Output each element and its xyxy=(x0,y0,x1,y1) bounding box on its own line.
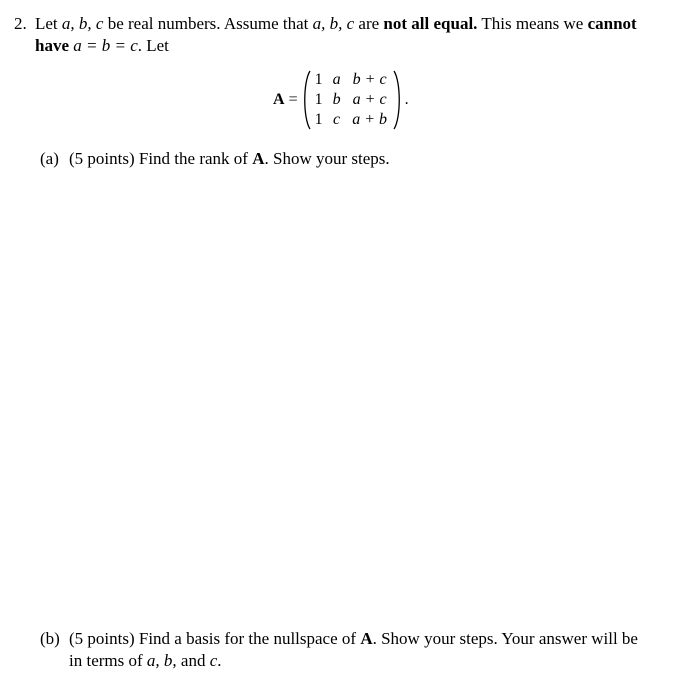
matrix-name: A xyxy=(273,91,285,108)
text-segment: and xyxy=(176,651,210,670)
math-variables: a, b, xyxy=(146,651,177,670)
problem-2 xyxy=(14,13,664,57)
matrix-cell: b xyxy=(332,91,341,108)
matrix-cell: 1 xyxy=(314,111,323,128)
matrix-period: . xyxy=(404,91,409,108)
part-b-line-2 xyxy=(40,650,670,672)
text-segment: . xyxy=(217,651,222,670)
left-paren-icon xyxy=(302,70,311,130)
text-segment: be real numbers. Assume that xyxy=(103,14,313,33)
matrix-cell: 1 xyxy=(314,71,323,88)
text-segment: . Show your steps. Your answer will be xyxy=(372,629,638,648)
math-equation: a = b = c xyxy=(69,36,138,55)
problem-number: 2. xyxy=(14,14,27,33)
equals-sign: = xyxy=(288,91,298,108)
problem-statement-line-2 xyxy=(14,35,664,57)
right-paren-icon xyxy=(393,70,402,130)
text-segment: . Let xyxy=(137,36,169,55)
matrix-cell: c xyxy=(333,111,341,128)
matrix-cell: a xyxy=(332,71,341,88)
matrix-cell: a + b xyxy=(352,111,387,128)
matrix-cell: a + c xyxy=(352,91,387,108)
matrix-ref: A xyxy=(252,149,265,168)
math-variables: a, b, c xyxy=(61,14,104,33)
problem-statement-line-1 xyxy=(14,13,664,35)
matrix-cell: b + c xyxy=(352,71,387,88)
text-segment: (5 points) Find a basis for the nullspace of xyxy=(69,629,361,648)
text-segment: This means we xyxy=(477,14,588,33)
matrix-ref: A xyxy=(360,629,373,648)
matrix-lhs xyxy=(273,89,298,111)
matrix-cell: 1 xyxy=(314,91,323,108)
text-segment: . Show your steps. xyxy=(264,149,390,168)
math-variable: c xyxy=(209,651,218,670)
part-b-label: (b) xyxy=(40,629,60,648)
part-b xyxy=(40,628,670,672)
part-b-line-1 xyxy=(40,628,670,650)
part-a-label: (a) xyxy=(40,149,59,168)
text-segment: (5 points) Find the rank of xyxy=(69,149,253,168)
emphasis-not-all-equal: not all equal. xyxy=(383,14,478,33)
text-segment: are xyxy=(354,14,384,33)
text-segment: in terms of xyxy=(69,651,147,670)
emphasis-cannot: cannot xyxy=(587,14,637,33)
text-segment: Let xyxy=(35,14,62,33)
emphasis-have: have xyxy=(35,36,69,55)
matrix-A-definition xyxy=(273,69,409,131)
math-variables: a, b, c xyxy=(312,14,355,33)
part-a xyxy=(40,148,670,170)
matrix-entries xyxy=(311,70,393,130)
